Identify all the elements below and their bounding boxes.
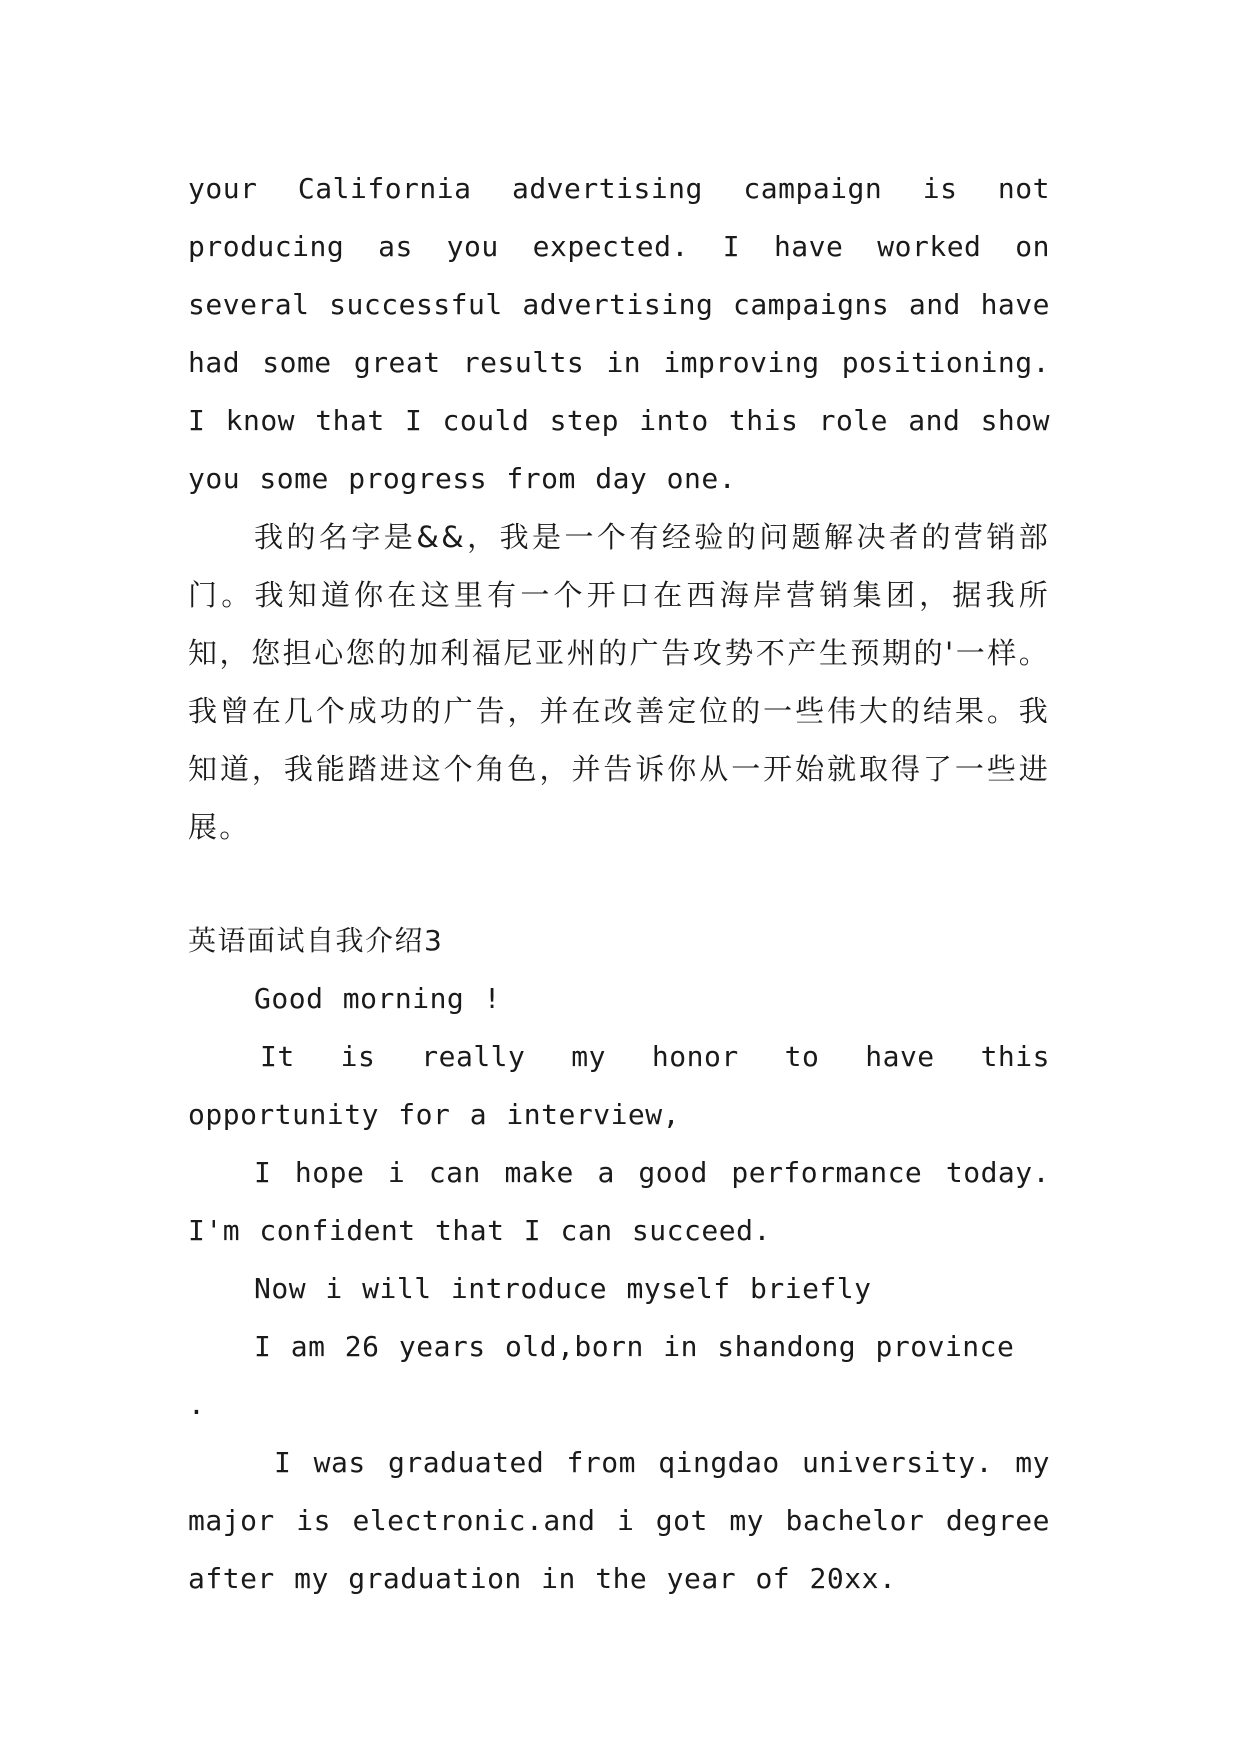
paragraph-performance: I hope i can make a good performance today. I'm confident that I can succeed. xyxy=(188,1156,1050,1247)
paragraph-chinese-translation: 我的名字是&&，我是一个有经验的问题解决者的营销部门。我知道你在这里有一个开口在西海岸营销集团，据我所知，您担心您的加利福尼亚州的广告攻势不产生预期的'一样。我曾在几个成功的广告，并在改善定位的一些伟大的结果。我知道，我能踏进这个角色，并告诉你从一开始就取得了一些进展。 xyxy=(188,520,1050,844)
paragraph-greeting: Good morning ! xyxy=(254,982,502,1015)
section-title: 英语面试自我介绍3 xyxy=(188,924,444,957)
paragraph-english-intro: your California advertising campaign is not producing as you expected. I have worked on several successful advertising campaigns and have had some great results in improving positioning. I know that I could step into this role and show you some progress from day one. xyxy=(188,172,1050,495)
paragraph-age: I am 26 years old,born in shandong province . xyxy=(188,1330,1015,1421)
document-body xyxy=(188,160,1050,1608)
paragraph-introduce: Now i will introduce myself briefly xyxy=(254,1272,872,1305)
section-spacer xyxy=(188,856,1050,912)
paragraph-honor: It is really my honor to have this opportunity for a interview, xyxy=(188,1040,1050,1131)
paragraph-education: I was graduated from qingdao university. my major is electronic.and i got my bachelor degree after my graduation in the year of 20xx. xyxy=(188,1446,1050,1595)
